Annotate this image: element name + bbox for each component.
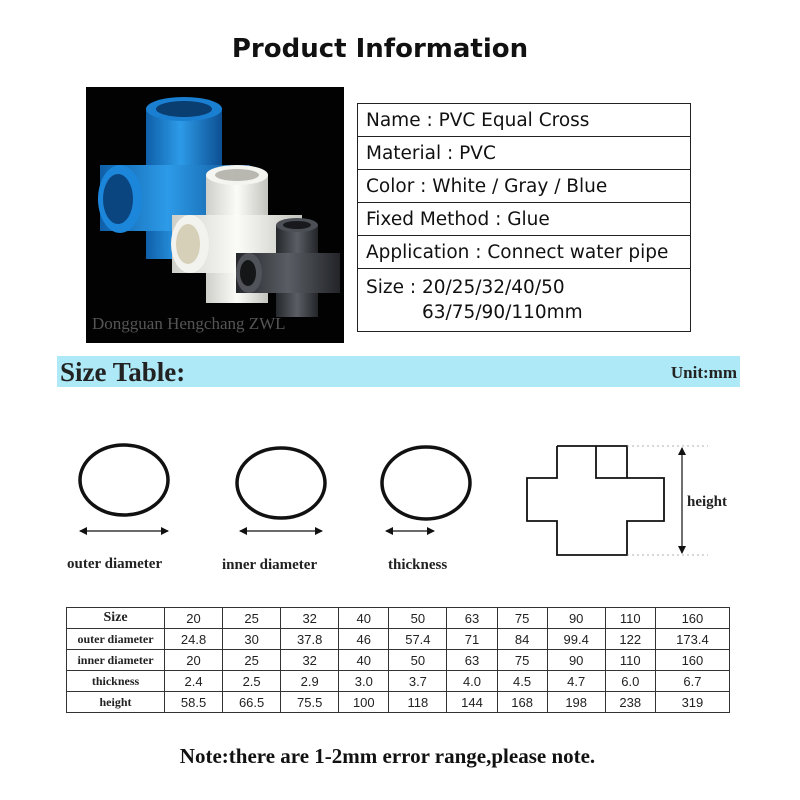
size-table-cell: 30 [223,629,281,650]
size-table-cell: 99.4 [547,629,605,650]
page-title: Product Information [231,34,529,64]
size-table-cell: 24.8 [165,629,223,650]
size-table-cell: 63 [447,650,497,671]
size-table-cell: 3.0 [339,671,389,692]
info-application: Application : Connect water pipe [358,236,691,269]
thickness-diagram [382,447,470,531]
product-photo [86,87,344,343]
size-table-row [67,671,730,692]
size-table-row-label: Size [67,608,165,629]
size-table-cell: 40 [339,650,389,671]
size-table-cell: 198 [547,692,605,713]
size-table-cell: 84 [497,629,547,650]
size-table-cell: 20 [165,650,223,671]
size-table-cell: 118 [389,692,447,713]
size-table-row [67,692,730,713]
size-table-cell: 100 [339,692,389,713]
size-table-cell: 32 [281,650,339,671]
size-table-cell: 2.4 [165,671,223,692]
size-table-header-band [57,356,740,387]
size-table-row [67,629,730,650]
info-size [358,269,691,332]
info-size-line1: Size : 20/25/32/40/50 [366,277,565,298]
size-table-cell: 4.7 [547,671,605,692]
size-table-cell: 173.4 [655,629,729,650]
size-table-cell: 32 [281,608,339,629]
cross-height-diagram [527,446,708,555]
size-table-cell: 2.5 [223,671,281,692]
size-table-cell: 6.7 [655,671,729,692]
thickness-label: thickness [388,557,448,573]
size-table-cell: 75.5 [281,692,339,713]
size-table-cell: 238 [605,692,655,713]
size-table-cell: 3.7 [389,671,447,692]
size-table-cell: 71 [447,629,497,650]
size-table-cell: 20 [165,608,223,629]
size-table-cell: 4.5 [497,671,547,692]
size-table-cell: 50 [389,608,447,629]
size-table-cell: 63 [447,608,497,629]
size-table-cell: 46 [339,629,389,650]
size-table-cell: 75 [497,608,547,629]
size-table-unit: Unit:mm [670,363,737,382]
size-table-cell: 110 [605,650,655,671]
size-table-row-label: outer diameter [67,629,165,650]
size-table-row [67,608,730,629]
size-table-cell: 75 [497,650,547,671]
size-table-cell: 25 [223,608,281,629]
inner-diameter-label: inner diameter [222,557,318,573]
size-table-cell: 50 [389,650,447,671]
size-table-cell: 25 [223,650,281,671]
size-table-cell: 160 [655,608,729,629]
size-table-cell: 6.0 [605,671,655,692]
size-table-cell: 110 [605,608,655,629]
info-fixed-method: Fixed Method : Glue [358,203,691,236]
size-table-row-label: height [67,692,165,713]
size-table-cell: 319 [655,692,729,713]
size-table-cell: 90 [547,608,605,629]
outer-diameter-label: outer diameter [67,556,163,572]
size-table-cell: 90 [547,650,605,671]
inner-diameter-diagram [237,448,325,531]
info-color: Color : White / Gray / Blue [358,170,691,203]
size-table-cell: 2.9 [281,671,339,692]
error-range-note: Note:there are 1-2mm error range,please note. [179,744,596,768]
info-material: Material : PVC [358,137,691,170]
size-table-row-label: inner diameter [67,650,165,671]
size-table-cell: 58.5 [165,692,223,713]
photo-watermark: Dongguan Hengchang ZWL [92,314,286,333]
outer-diameter-diagram [80,445,168,531]
height-label: height [687,494,728,510]
size-table-row-label: thickness [67,671,165,692]
size-table-title: Size Table: [60,357,186,387]
size-table [66,607,730,713]
size-table-cell: 66.5 [223,692,281,713]
size-table-cell: 37.8 [281,629,339,650]
size-table-cell: 57.4 [389,629,447,650]
size-table-row [67,650,730,671]
pvc-cross-fittings-image [86,87,344,343]
info-size-line2: 63/75/90/110mm [422,302,583,323]
size-table-cell: 4.0 [447,671,497,692]
size-table-cell: 168 [497,692,547,713]
size-table-cell: 40 [339,608,389,629]
info-name: Name : PVC Equal Cross [358,104,691,137]
size-table-cell: 160 [655,650,729,671]
size-table-cell: 144 [447,692,497,713]
size-table-cell: 122 [605,629,655,650]
product-info-table [357,103,691,332]
